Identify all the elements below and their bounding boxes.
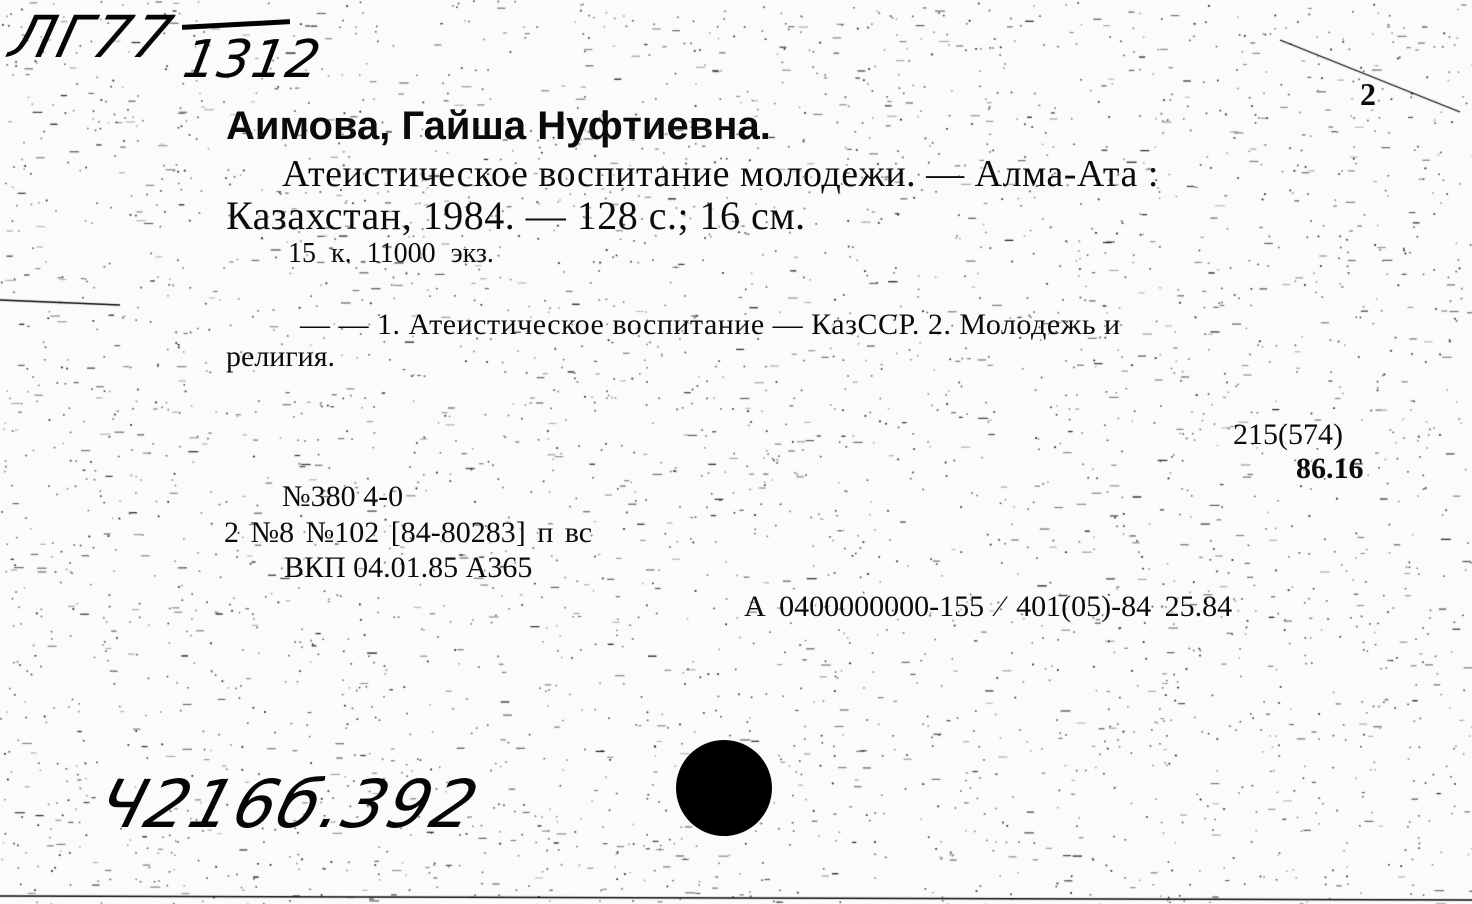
handwritten-call-number: ЛГ77 — [3, 3, 183, 71]
punch-hole — [676, 740, 772, 836]
handwritten-fraction-number: 1312 — [178, 30, 326, 90]
subject-headings-continuation: религия. — [226, 340, 335, 373]
catalog-code-line: А 0400000000-155 ⁄ 401(05)-84 25.84 — [744, 590, 1233, 623]
card-number: 2 — [1360, 76, 1376, 112]
imprint-statement: Казахстан, 1984. — 128 с.; 16 см. — [226, 193, 806, 238]
handwritten-shelf-mark: Ч216б.392 — [89, 766, 489, 843]
author-heading: Аимова, Гайша Нуфтиевна. — [226, 104, 771, 148]
classification-index-bbk: 86.16 — [1296, 452, 1364, 485]
title-statement: Атеистическое воспитание молодежи. — Алма-Ата : — [282, 153, 1159, 195]
technical-line-2: 2 №8 №102 [84-80283] п вс — [224, 516, 593, 549]
technical-line-1: №380 4-0 — [282, 480, 404, 513]
price-and-print-run: 15 к. 11000 экз. — [288, 238, 494, 269]
technical-line-3: ВКП 04.01.85 А365 — [284, 551, 533, 584]
classification-index-udc: 215(574) — [1233, 418, 1343, 451]
subject-headings: — — 1. Атеистическое воспитание — КазССР. 2. Молодежь и — [300, 308, 1121, 341]
